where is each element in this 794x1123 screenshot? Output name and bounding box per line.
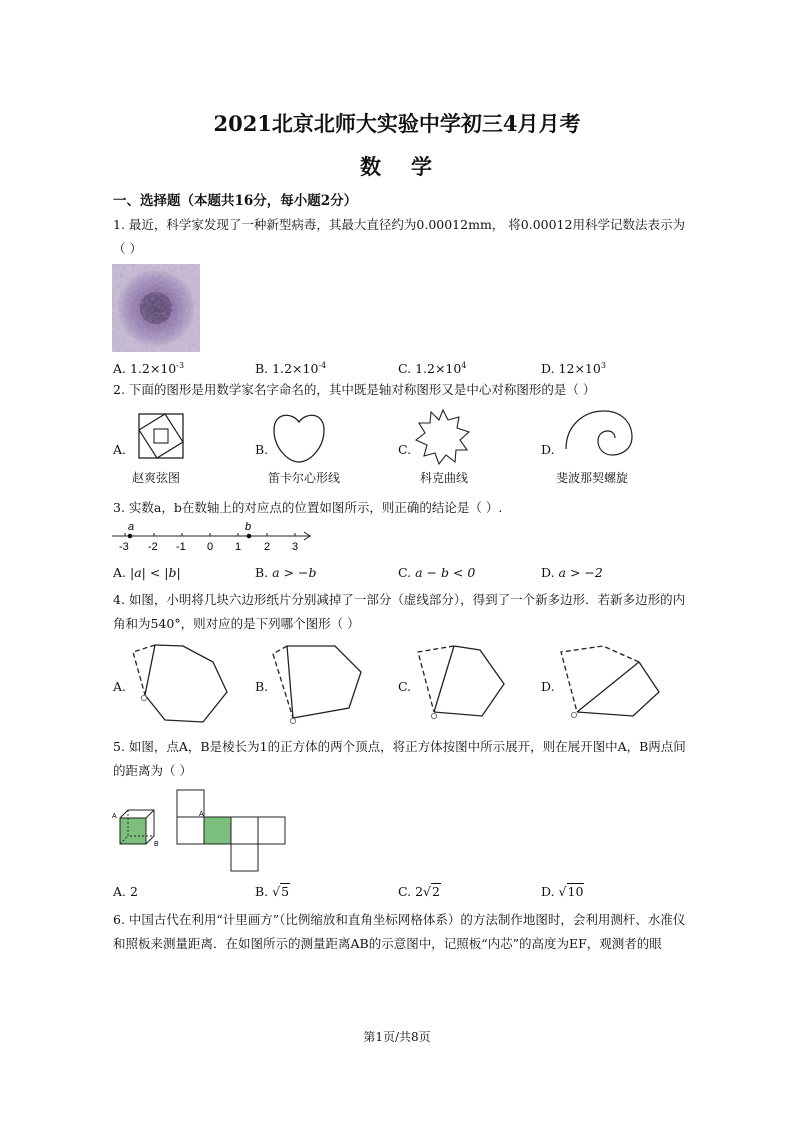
q2-caption-c: 科克曲线 <box>420 471 469 485</box>
question-1-text: 1. 最近，科学家发现了一种新型病毒，其最大直径约为0.00012mm， 将0.00012用科学记数法表示为（ ） <box>113 217 685 256</box>
tick-label: -1 <box>176 541 186 553</box>
number-line <box>110 520 320 558</box>
point-b-label: b <box>245 521 252 533</box>
q4-option-a-label[interactable]: A. <box>113 679 127 694</box>
question-3-text: 3. 实数a，b在数轴上的对应点的位置如图所示，则正确的结论是（ ）. <box>113 500 503 515</box>
cube-label-a: A <box>112 813 117 820</box>
cardioid-figure <box>268 410 330 470</box>
q2-option-b-label[interactable]: B. <box>255 442 269 457</box>
question-5-text: 5. 如图，点A，B是棱长为1的正方体的两个顶点，将正方体按图中所示展开，则在展开图中A，B两点间的距离为（ ） <box>113 739 686 778</box>
point-a-label: a <box>128 521 135 533</box>
q1-option-c[interactable]: C. $1.2\times 10^4$ <box>398 361 467 377</box>
q2-caption-a: 赵爽弦图 <box>132 471 181 485</box>
q3-option-b[interactable]: B. a > −b <box>255 565 317 580</box>
hexagon-cut-a <box>125 640 235 734</box>
q5-option-a[interactable]: A. 2 <box>113 884 138 899</box>
q3-option-d[interactable]: D. a > −2 <box>541 565 603 580</box>
zhao-shuang-figure <box>135 412 187 466</box>
cube-label-b: B <box>154 841 159 848</box>
q2-option-d-label[interactable]: D. <box>541 442 555 457</box>
q2-option-c-label[interactable]: C. <box>398 442 412 457</box>
tick-label: -3 <box>119 541 129 553</box>
cube-figure <box>110 806 162 854</box>
q3-option-a[interactable]: A. |a| < |b| <box>113 565 181 580</box>
question-2-text: 2. 下面的图形是用数学家名字命名的，其中既是轴对称图形又是中心对称图形的是（ ） <box>113 382 596 397</box>
section-heading: 一、选择题（本题共16分，每小题2分） <box>113 193 358 209</box>
page-footer: 第1页/共8页 <box>363 1030 431 1044</box>
page-title: 2021北京北师大实验中学初三4月月考 <box>213 111 581 136</box>
question-6-text: 6. 中国古代在利用“计里画方”（比例缩放和直角坐标网格体系）的方法制作地图时，会利用测杆、水准仪和照板来测量距离．在如图所示的测量距离AB的示意图中，记照板“内芯”的高度为EF，观测者的眼 <box>113 912 686 951</box>
virus-image <box>112 264 200 352</box>
question-4-text: 4. 如图，小明将几块六边形纸片分别减掉了一部分（虚线部分），得到了一个新多边形．若新多边形的内角和为540°，则对应的是下列哪个图形（ ） <box>113 592 686 631</box>
tick-label: 0 <box>207 541 214 553</box>
net-label-a: A <box>199 811 204 818</box>
sqrt-symbol: √10 <box>558 884 584 899</box>
q5-option-c[interactable]: C. 2√2 <box>398 884 440 899</box>
tick-label: -2 <box>148 541 158 553</box>
sqrt-symbol: √5 <box>272 884 290 899</box>
hexagon-cut-d <box>555 640 665 734</box>
q4-option-d-label[interactable]: D. <box>541 679 555 694</box>
q1-option-d[interactable]: D. $12\times 10^3$ <box>541 361 606 377</box>
tick-label: 1 <box>235 541 242 553</box>
hexagon-cut-b <box>265 640 375 734</box>
koch-curve-figure <box>413 408 473 472</box>
q2-option-a-label[interactable]: A. <box>113 442 127 457</box>
q1-option-b[interactable]: B. $1.2\times 10^{-4}$ <box>255 361 327 377</box>
q2-caption-b: 笛卡尔心形线 <box>268 471 341 485</box>
q3-option-c[interactable]: C. a − b < 0 <box>398 565 476 580</box>
q1-option-a[interactable]: A. $1.2\times 10^{-3}$ <box>113 361 185 377</box>
q2-caption-d: 斐波那契螺旋 <box>556 471 629 485</box>
fibonacci-spiral-figure <box>560 405 640 471</box>
q4-option-b-label[interactable]: B. <box>255 679 269 694</box>
tick-label: 2 <box>264 541 271 553</box>
sqrt-symbol: √2 <box>423 884 440 899</box>
subject-heading: 数 学 <box>360 154 434 179</box>
q5-option-b[interactable]: B. √5 <box>255 884 290 899</box>
q5-option-d[interactable]: D. √10 <box>541 884 584 899</box>
hexagon-cut-c <box>410 640 520 734</box>
tick-label: 3 <box>292 541 299 553</box>
q4-option-c-label[interactable]: C. <box>398 679 412 694</box>
cube-net-figure <box>175 788 290 878</box>
